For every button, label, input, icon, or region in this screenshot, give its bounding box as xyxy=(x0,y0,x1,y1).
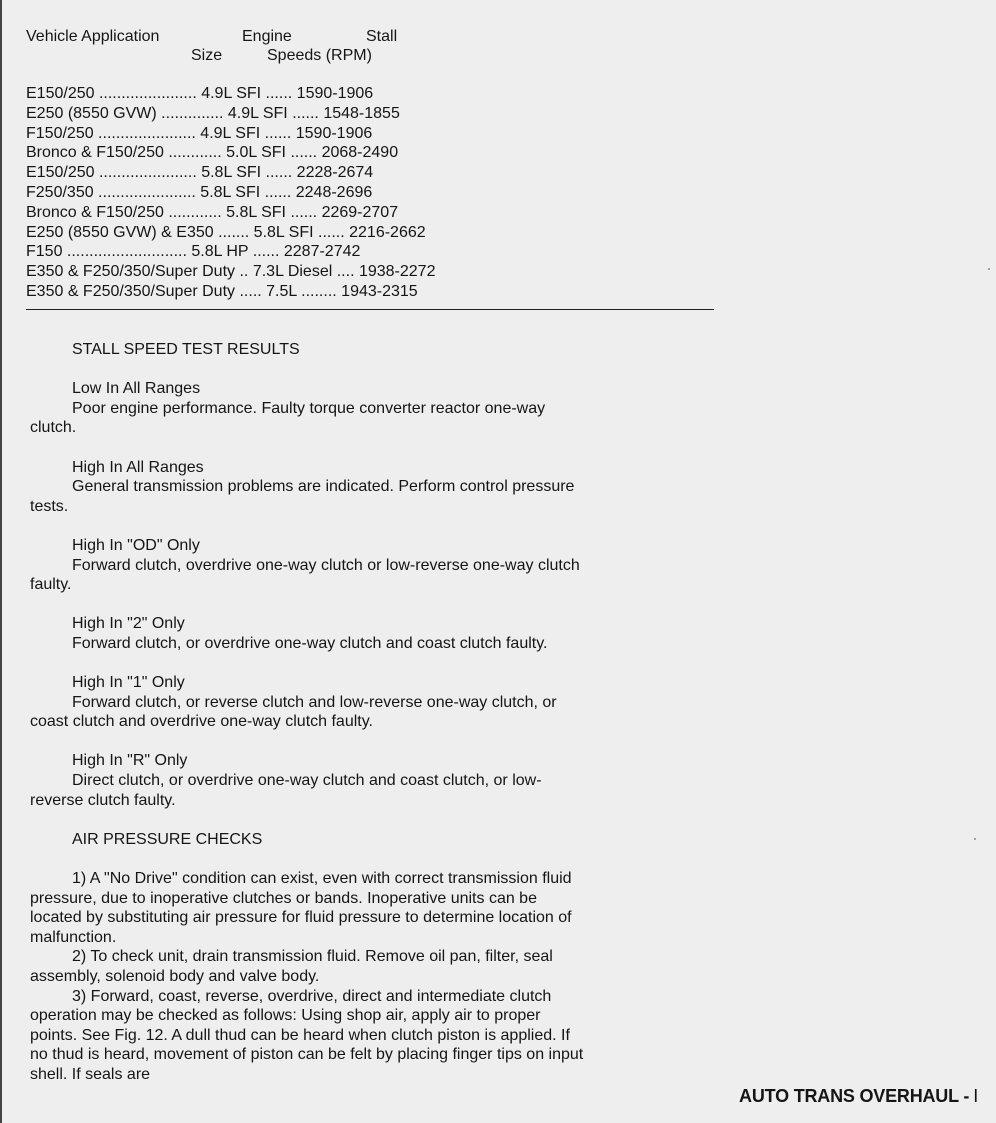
result-block xyxy=(30,751,590,810)
result-text: Direct clutch, or overdrive one-way clutch and coast clutch, or low-reverse clutch faulty. xyxy=(30,772,542,809)
rpm-cell: 2228-2674 xyxy=(292,164,374,182)
engine-cell: 5.8L HP xyxy=(186,243,249,261)
rpm-cell: 1548-1855 xyxy=(318,104,400,122)
rpm-cell: 2269-2707 xyxy=(317,203,399,221)
leader-dots: ...................... xyxy=(93,183,196,201)
rpm-cell: 2248-2696 xyxy=(291,183,373,201)
vehicle-cell: F250/350 xyxy=(26,183,94,201)
leader-dots: ...... xyxy=(260,124,292,142)
vehicle-cell: E350 & F250/350/Super Duty xyxy=(26,282,236,300)
engine-cell: 7.5L xyxy=(261,282,297,300)
header-vehicle-application: Vehicle Application xyxy=(26,28,160,45)
table-row xyxy=(26,203,435,223)
table-row xyxy=(26,84,435,104)
leader-dots: .............. xyxy=(156,104,224,122)
leader-dots: ...................... xyxy=(94,164,197,182)
result-text: Forward clutch, overdrive one-way clutch or low-reverse one-way clutch faulty. xyxy=(30,556,580,594)
engine-cell: 4.9L SFI xyxy=(223,104,288,122)
table-row xyxy=(26,282,435,302)
result-block xyxy=(30,458,590,517)
body-text xyxy=(30,340,590,1085)
engine-cell: 5.8L SFI xyxy=(249,223,314,241)
leader-dots: ........ xyxy=(296,282,337,300)
leader-dots: ...... xyxy=(260,183,292,201)
engine-cell: 4.9L SFI xyxy=(195,124,261,142)
engine-cell: 4.9L SFI xyxy=(196,85,262,102)
leader-dots: ...................... xyxy=(93,124,196,142)
result-block xyxy=(30,614,590,653)
header-engine: Engine xyxy=(242,28,292,45)
engine-cell: 5.8L SFI xyxy=(195,183,261,201)
result-heading: High In "R" Only xyxy=(72,752,188,770)
engine-cell: 7.3L Diesel xyxy=(248,263,333,281)
leader-dots: ...... xyxy=(248,243,280,261)
result-text: Forward clutch, or overdrive one-way clutch and coast clutch faulty. xyxy=(72,634,548,652)
scan-speck xyxy=(988,268,990,270)
rpm-cell: 1590-1906 xyxy=(292,85,374,102)
result-heading: High In "2" Only xyxy=(72,615,185,633)
leader-dots: ...... xyxy=(286,203,318,221)
engine-cell: 5.8L SFI xyxy=(221,203,286,221)
result-heading: High In "OD" Only xyxy=(72,536,200,554)
result-text: Poor engine performance. Faulty torque converter reactor one-way clutch. xyxy=(30,399,546,437)
footer-label: AUTO TRANS OVERHAUL - xyxy=(739,1086,970,1106)
table-row xyxy=(26,104,435,124)
vehicle-cell: E150/250 xyxy=(26,164,95,182)
leader-dots: ...... xyxy=(313,223,345,241)
result-heading: High In All Ranges xyxy=(72,458,204,476)
vehicle-cell: Bronco & F150/250 xyxy=(26,144,164,162)
result-heading: High In "1" Only xyxy=(72,674,185,692)
leader-dots: ....... xyxy=(213,223,250,241)
leader-dots: ...................... xyxy=(94,85,197,102)
scan-speck xyxy=(974,838,976,840)
table-row xyxy=(26,242,435,262)
table-row xyxy=(26,223,435,243)
vehicle-cell: Bronco & F150/250 xyxy=(26,203,164,221)
leader-dots: ...... xyxy=(286,144,318,162)
leader-dots: ........................... xyxy=(62,243,187,261)
engine-cell: 5.8L SFI xyxy=(196,164,262,182)
header-speeds: Speeds (RPM) xyxy=(267,47,372,64)
paragraph: 1) A "No Drive" condition can exist, even with correct transmission fluid pressure, due to inoperative clutches or bands. Inoperative units can be located by substituting air pressure for fluid pressure to determine location of malfunction. xyxy=(30,870,572,946)
leader-dots: .... xyxy=(332,263,355,281)
table-row xyxy=(26,163,435,183)
table-row xyxy=(26,124,435,144)
rpm-cell: 2068-2490 xyxy=(317,144,399,162)
table-row xyxy=(26,183,435,203)
air-pressure-paragraphs xyxy=(30,869,590,1085)
leader-dots: ............ xyxy=(163,203,222,221)
rpm-cell: 1938-2272 xyxy=(354,263,436,281)
vehicle-cell: E250 (8550 GVW) & E350 xyxy=(26,223,214,241)
rpm-cell: 1590-1906 xyxy=(291,124,373,142)
footer-suffix: I xyxy=(973,1086,978,1106)
vehicle-cell: E150/250 xyxy=(26,85,95,102)
stall-results-title: STALL SPEED TEST RESULTS xyxy=(72,341,300,358)
vehicle-cell: E250 (8550 GVW) xyxy=(26,104,157,122)
table-row xyxy=(26,143,435,163)
stall-speed-table xyxy=(26,84,435,302)
leader-dots: ..... xyxy=(235,282,262,300)
leader-dots: ...... xyxy=(261,85,293,102)
leader-dots: .. xyxy=(235,263,249,281)
vehicle-cell: F150 xyxy=(26,243,63,261)
leader-dots: ...... xyxy=(287,104,319,122)
leader-dots: ............ xyxy=(163,144,222,162)
paragraph: 2) To check unit, drain transmission fluid. Remove oil pan, filter, seal assembly, solenoid body and valve body. xyxy=(30,948,553,985)
table-divider xyxy=(26,309,714,310)
rpm-cell: 1943-2315 xyxy=(336,282,418,300)
result-text: General transmission problems are indicated. Perform control pressure tests. xyxy=(30,478,575,515)
result-text: Forward clutch, or reverse clutch and low-reverse one-way clutch, or coast clutch and overdrive one-way clutch faulty. xyxy=(30,693,557,731)
vehicle-cell: E350 & F250/350/Super Duty xyxy=(26,263,236,281)
result-block xyxy=(30,379,590,438)
table-row xyxy=(26,262,435,282)
result-block xyxy=(30,536,590,595)
vehicle-cell: F150/250 xyxy=(26,124,94,142)
air-pressure-title: AIR PRESSURE CHECKS xyxy=(72,830,263,848)
leader-dots: ...... xyxy=(261,164,293,182)
result-heading: Low In All Ranges xyxy=(72,380,201,398)
rpm-cell: 2216-2662 xyxy=(344,223,426,241)
header-size: Size xyxy=(191,47,223,64)
result-block xyxy=(30,673,590,732)
header-stall: Stall xyxy=(366,28,398,45)
rpm-cell: 2287-2742 xyxy=(279,243,361,261)
engine-cell: 5.0L SFI xyxy=(221,144,286,162)
page-footer xyxy=(739,1086,978,1107)
paragraph: 3) Forward, coast, reverse, overdrive, direct and intermediate clutch operation may be checked as follows: Using shop air, apply air to proper points. See Fig. 12. A dull thud can be heard when clutch piston is applied. If no thud is heard, movement of piston can be felt by placing finger tips on input shell. If seals are xyxy=(30,987,584,1083)
